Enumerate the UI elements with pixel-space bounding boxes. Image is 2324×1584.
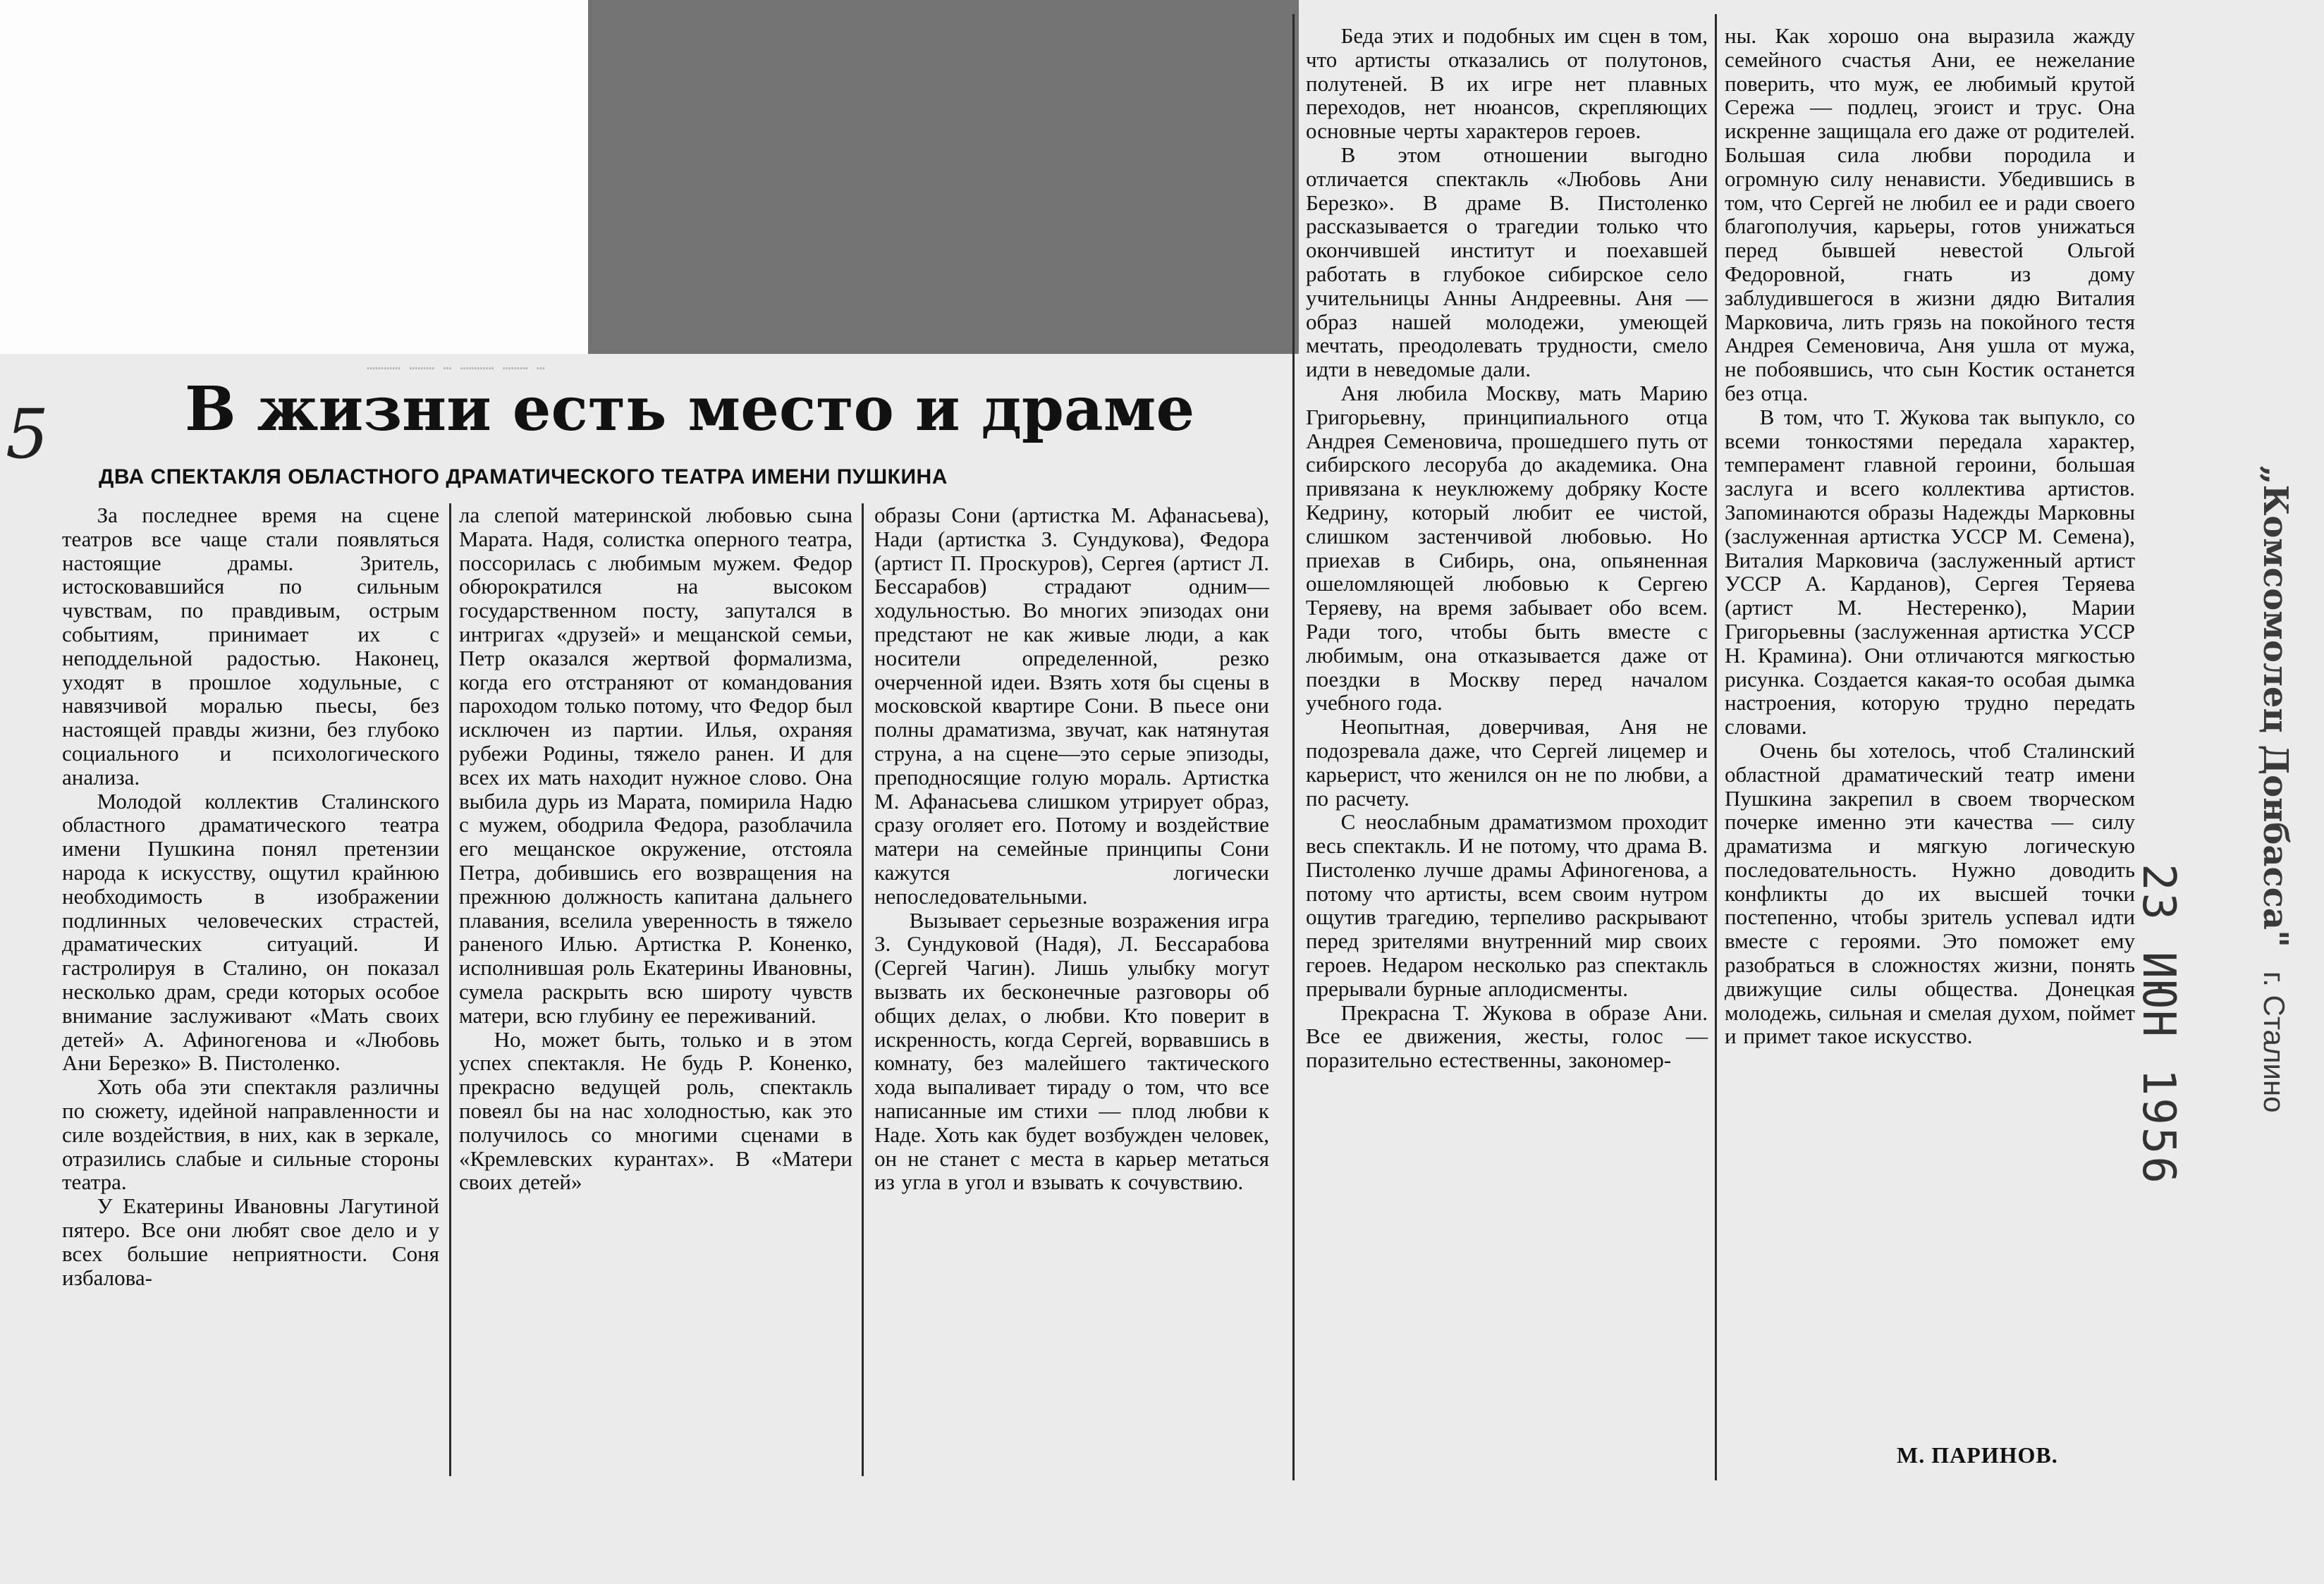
paragraph: У Екатерины Ивановны Лагутиной пятеро. Все они любят свое дело и у всех большие неприятности. Соня избалова-	[62, 1193, 439, 1290]
stamp-newspaper-title: „Комсомолец Донбасса"	[2256, 465, 2295, 947]
paragraph: В этом отношении выгодно отличается спектакль «Любовь Ани Березко». В драме В. Пистоленко рассказывается о трагедии только что окончившей институт и поехавшей работать в глубокое сибирское село учительницы Анны Андреевны. Аня — образ нашей молодежи, умеющей мечтать, преодолевать трудности, смело идти в неведомые дали.	[1306, 142, 1708, 382]
paragraph: Прекрасна Т. Жукова в образе Ани. Все ее движения, жесты, голос — поразительно естественны, закономер-	[1306, 1000, 1708, 1073]
paragraph: Беда этих и подобных им сцен в том, что артисты отказались от полутонов, полутеней. В их игре нет плавных переходов, нет нюансов, скрепляющих основные черты характеров героев.	[1306, 23, 1708, 144]
date-stamp: 23 ИЮН 1956	[2132, 864, 2184, 1186]
paragraph: Вызывает серьезные возражения игра З. Сундуковой (Надя), Л. Бессарабова (Сергей Чагин). Лишь улыбку могут вызвать их бесконечные разговоры об общих делах, о любви. Кто поверит в искренность, когда Сергей, ворвавшись в комнату, без малейшего тактического хода выпаливает тираду о том, что все написанные им стихи — плод любви к Наде. Хоть как будет возбужден человек, он не станет с места в карьер метаться из угла в угол и взывать к сочувствию.	[874, 907, 1269, 1195]
article-subheadline: ДВА СПЕКТАКЛЯ ОБЛАСТНОГО ДРАМАТИЧЕСКОГО ТЕАТРА ИМЕНИ ПУШКИНА	[99, 465, 948, 489]
column-rule	[1715, 14, 1717, 1480]
article-headline: В жизни есть место и драме	[185, 374, 1195, 445]
gray-backing	[588, 0, 1299, 354]
paragraph: образы Сони (артистка М. Афанасьева), Нади (артистка З. Сундукова), Федора (артист П. Проскуров), Сергея (артист Л. Бессарабов) страдают одним—ходульностью. Во многих эпизодах они предстают не как живые люди, а как носители определенной, резко очерченной идеи. Взять хотя бы сцены в московской квартире Сони. В пьесе они полны драматизма, звучат, как натянутая струна, а на сцене—это серые эпизоды, преподносящие голую мораль. Артистка М. Афанасьева слишком утрирует образ, сразу оголяет его. Потому и воздействие матери на семейные принципы Сони кажутся логически непоследовательными.	[874, 503, 1269, 909]
article-column-3	[874, 503, 1269, 1194]
bleed-through-text: ………… ……… … ………… ……… …	[367, 356, 545, 373]
article-column-5	[1725, 24, 2135, 1048]
paragraph: ла слепой материнской любовью сына Марата. Надя, солистка оперного театра, поссорилась с любимым мужем. Федор обюрократился на высоком государственном посту, запутался в интригах «друзей» и мещанской семьи, Петр оказался жертвой формализма, когда его отстраняют от командования пароходом только потому, что Федор был исключен из партии. Илья, охраняя рубежи Родины, тяжело ранен. И для всех их мать находит нужное слово. Она выбила дурь из Марата, помирила Надю с мужем, ободрила Федора, разоблачила его мещанское окружение, отстояла Петра, добившись его возвращения на прежнюю должность капитана дальнего плавания, вселила уверенность в тяжело раненого Илью. Артистка Р. Коненко, исполнившая роль Екатерины Ивановны, сумела раскрыть всю широту чувств матери, всю глубину ее переживаний.	[459, 503, 852, 1028]
column-rule	[862, 503, 864, 1476]
article-column-2	[459, 503, 852, 1194]
stamp-city: г. Сталино	[2258, 971, 2291, 1113]
paragraph: Молодой коллектив Сталинского областного драматического театра имени Пушкина понял претензии народа к искусству, ощутил крайнюю необходимость в изображении подлинных человеческих страстей, драматических ситуаций. И гастролируя в Сталино, он показал несколько драм, среди которых особое внимание заслуживают «Мать своих детей» А. Афиногенова и «Любовь Ани Березко» В. Пистоленко.	[62, 788, 439, 1076]
paragraph: Неопытная, доверчивая, Аня не подозревала даже, что Сергей лицемер и карьерист, что женился он не по любви, а по расчету.	[1306, 714, 1708, 811]
newspaper-stamp	[2256, 465, 2295, 1113]
article-column-4	[1306, 24, 1708, 1072]
handwritten-number: 5	[6, 395, 49, 474]
page-margin	[0, 0, 588, 354]
author-signature: М. ПАРИНОВ.	[1897, 1442, 2058, 1468]
paragraph: Очень бы хотелось, чтоб Сталинский областной драматический театр имени Пушкина закрепил в своем творческом почерке именно эти качества — силу драматизма и мягкую логическую последовательность. Нужно доводить конфликты до их высшей точки постепенно, чтобы зритель успевал идти вместе с героями. Это поможет ему разобраться в сложностях жизни, понять движущие силы общества. Донецкая молодежь, сильная и смелая духом, поймет и примет такое искусство.	[1725, 737, 2135, 1049]
paragraph: Хоть оба эти спектакля различны по сюжету, идейной направленности и силе воздействия, в них, как в зеркале, отразились слабые и сильные стороны театра.	[62, 1074, 439, 1195]
column-rule	[1292, 14, 1295, 1480]
paragraph: С неослабным драматизмом проходит весь спектакль. И не потому, что драма В. Пистоленко лучше драмы Афиногенова, а потому что артисты, всем своим нутром ощутив трагедию, терпеливо раскрывают перед зрителями внутренний мир своих героев. Недаром несколько раз спектакль прерывали бурные аплодисменты.	[1306, 809, 1708, 1001]
column-rule	[449, 503, 451, 1476]
paragraph: ны. Как хорошо она выразила жажду семейного счастья Ани, ее нежелание поверить, что муж, ее любимый крутой Сережа — подлец, эгоист и трус. Она искренне защищала его даже от родителей. Большая сила любви породила и огромную силу ненависти. Убедившись в том, что Сергей не любил ее и ради своего благополучия, карьеры, готов унижаться перед бывшей невестой Ольгой Федоровной, гнать из дому заблудившегося в жизни дядю Виталия Марковича, лить грязь на покойного тестя Андрея Семеновича, Аня ушла от мужа, не побоявшись, что сын Костик останется без отца.	[1725, 23, 2135, 405]
paragraph: За последнее время на сцене театров все чаще стали появляться настоящие драмы. Зритель, истосковавшийся по сильным чувствам, по правдивым, острым событиям, принимает их с неподдельной радостью. Наконец, уходят в прошлое ходульные, с навязчивой моралью пьесы, без настоящей правды жизни, без глубоко социального и психологического анализа.	[62, 503, 439, 790]
article-column-1	[62, 503, 439, 1289]
paragraph: Аня любила Москву, мать Марию Григорьевну, принципиального отца Андрея Семеновича, прошедшего путь от сибирского лесоруба до академика. Она привязана к неуклюжему добряку Косте Кедрину, который любит ее чистой, слишком застенчивой любовью. Но приехав в Сибирь, она, опьяненная ошеломляющей любовью к Сергею Теряеву, на время забывает обо всем. Ради того, чтобы быть вместе с любимым, она отказывается даже от поездки в Москву перед началом учебного года.	[1306, 380, 1708, 716]
paragraph: Но, может быть, только и в этом успех спектакля. Не будь Р. Коненко, прекрасно ведущей роль, спектакль повеял бы на нас холодностью, как это получилось со многими сценами в «Кремлевских курантах». В «Матери своих детей»	[459, 1026, 852, 1195]
paragraph: В том, что Т. Жукова так выпукло, со всеми тонкостями передала характер, темперамент главной героини, большая заслуга и всего коллектива артистов. Запоминаются образы Надежды Марковны (заслуженная артистка УССР М. Семена), Виталия Марковича (заслуженный артист УССР А. Карданов), Сергея Теряева (артист М. Нестеренко), Марии Григорьевны (заслуженная артистка УССР Н. Крамина). Они отличаются мягкостью рисунка. Создается какая-то особая дымка настроения, которую трудно передать словами.	[1725, 404, 2135, 739]
